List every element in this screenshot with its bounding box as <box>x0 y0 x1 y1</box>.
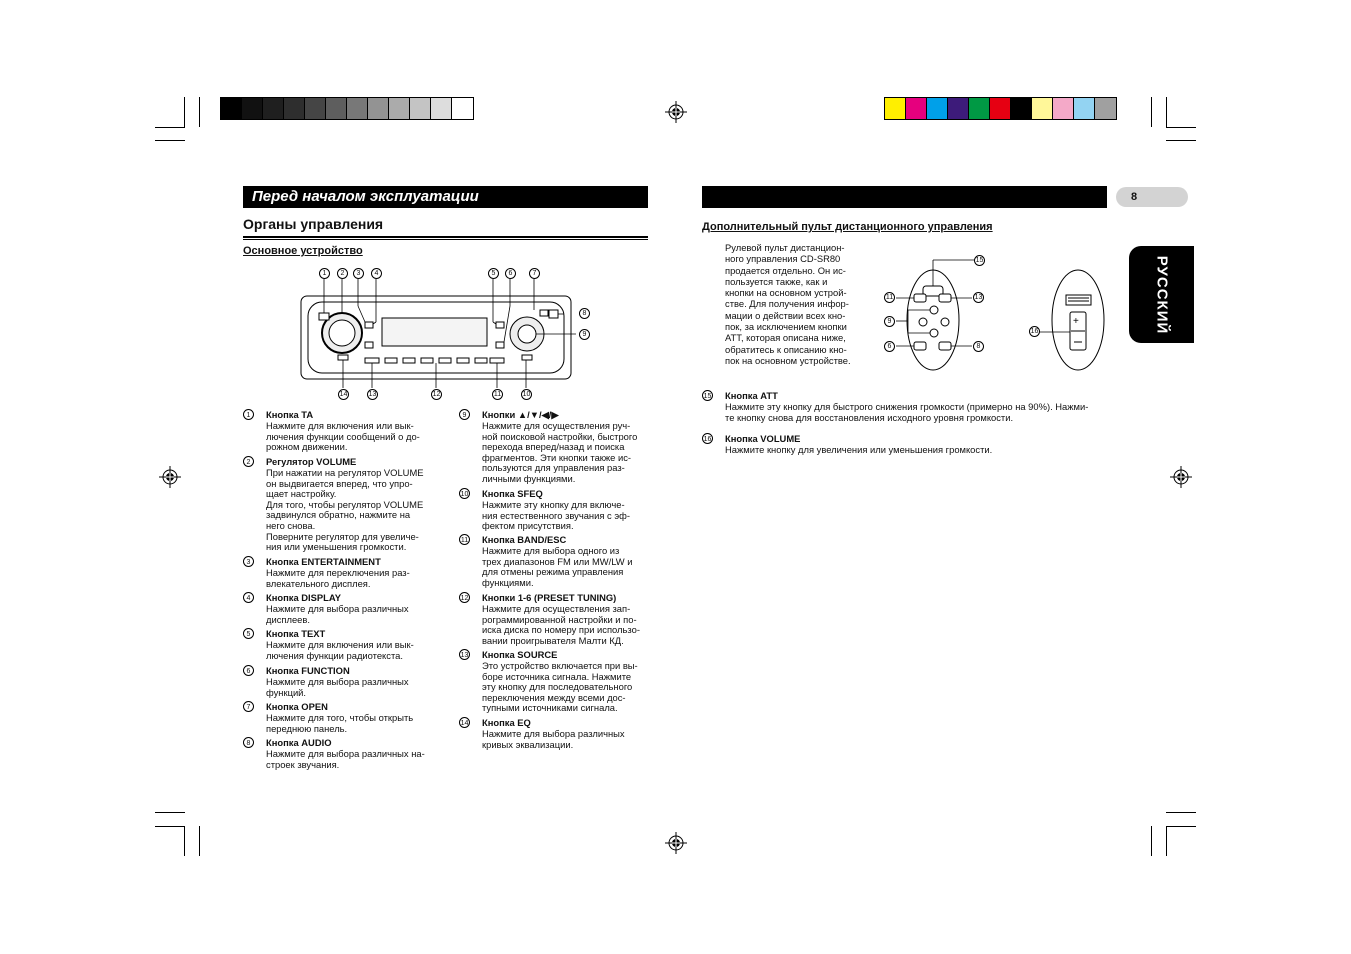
color-swatch <box>927 98 948 119</box>
remote-drawing <box>878 250 1118 375</box>
subheading-main-unit: Основное устройство <box>243 245 363 257</box>
color-swatch <box>347 98 368 119</box>
gray-calibration-strip <box>220 97 474 120</box>
color-swatch <box>969 98 990 119</box>
color-swatch <box>221 98 242 119</box>
registration-mark-icon <box>159 466 181 488</box>
color-calibration-strip <box>884 97 1117 120</box>
callout-3: 3 <box>353 268 364 279</box>
callout-12: 12 <box>432 391 441 398</box>
registration-mark-icon <box>665 101 687 123</box>
remote-callout-6: 6 <box>884 341 895 352</box>
color-swatch <box>1095 98 1116 119</box>
callout-13: 13 <box>368 391 377 398</box>
page-number: 8 <box>1116 187 1188 207</box>
color-swatch <box>1032 98 1053 119</box>
head-unit-drawing <box>296 266 596 406</box>
color-swatch <box>948 98 969 119</box>
color-swatch <box>1074 98 1095 119</box>
heading-rule <box>243 236 648 238</box>
color-swatch <box>906 98 927 119</box>
language-tab <box>1129 246 1194 343</box>
callout-8: 8 <box>579 308 590 319</box>
color-swatch <box>431 98 452 119</box>
heading-rule-thin <box>243 239 648 240</box>
color-swatch <box>368 98 389 119</box>
callout-10: 10 <box>522 391 531 398</box>
color-swatch <box>410 98 431 119</box>
language-tab-label: РУССКИЙ <box>1153 255 1170 334</box>
svg-text:+: + <box>1073 316 1079 327</box>
color-swatch <box>389 98 410 119</box>
page-heading: Органы управления <box>243 216 384 232</box>
color-swatch <box>885 98 906 119</box>
remote-callout-9: 9 <box>884 316 895 327</box>
remote-callout-13: 13 <box>974 294 983 301</box>
color-swatch <box>1011 98 1032 119</box>
head-unit-diagram <box>296 266 596 406</box>
callout-9: 9 <box>579 329 590 340</box>
right-header-bar <box>702 186 1107 208</box>
color-swatch <box>452 98 473 119</box>
remote-intro: Рулевой пульт дистанцион- ного управления CD-SR80 продается отдельно. Он ис- пользуется также, как и кнопки на основном устрой- стве. Для получения инфор- мации о действии всех кно- пок, за исключением кнопки ATT, которая описана ниже, обратитесь к описанию кно- пок на основном устройстве. <box>725 242 851 366</box>
remote-callout-16: 16 <box>1030 328 1039 335</box>
callout-14: 14 <box>339 391 348 398</box>
subheading-remote: Дополнительный пульт дистанционного управления <box>702 221 993 233</box>
registration-mark-icon <box>665 832 687 854</box>
remote-callout-15: 15 <box>975 257 984 264</box>
color-swatch <box>326 98 347 119</box>
remote-callout-11: 11 <box>885 294 894 301</box>
callout-7: 7 <box>529 268 540 279</box>
color-swatch <box>990 98 1011 119</box>
callout-1: 1 <box>319 268 330 279</box>
remote-callout-8: 8 <box>973 341 984 352</box>
callout-6: 6 <box>505 268 516 279</box>
callout-2: 2 <box>337 268 348 279</box>
callout-5: 5 <box>488 268 499 279</box>
registration-mark-icon <box>1170 466 1192 488</box>
color-swatch <box>1053 98 1074 119</box>
color-swatch <box>242 98 263 119</box>
color-swatch <box>284 98 305 119</box>
color-swatch <box>263 98 284 119</box>
callout-11: 11 <box>493 391 502 398</box>
section-title-bar: Перед началом эксплуатации <box>243 186 648 208</box>
callout-4: 4 <box>371 268 382 279</box>
color-swatch <box>305 98 326 119</box>
remote-diagram <box>878 250 1118 375</box>
